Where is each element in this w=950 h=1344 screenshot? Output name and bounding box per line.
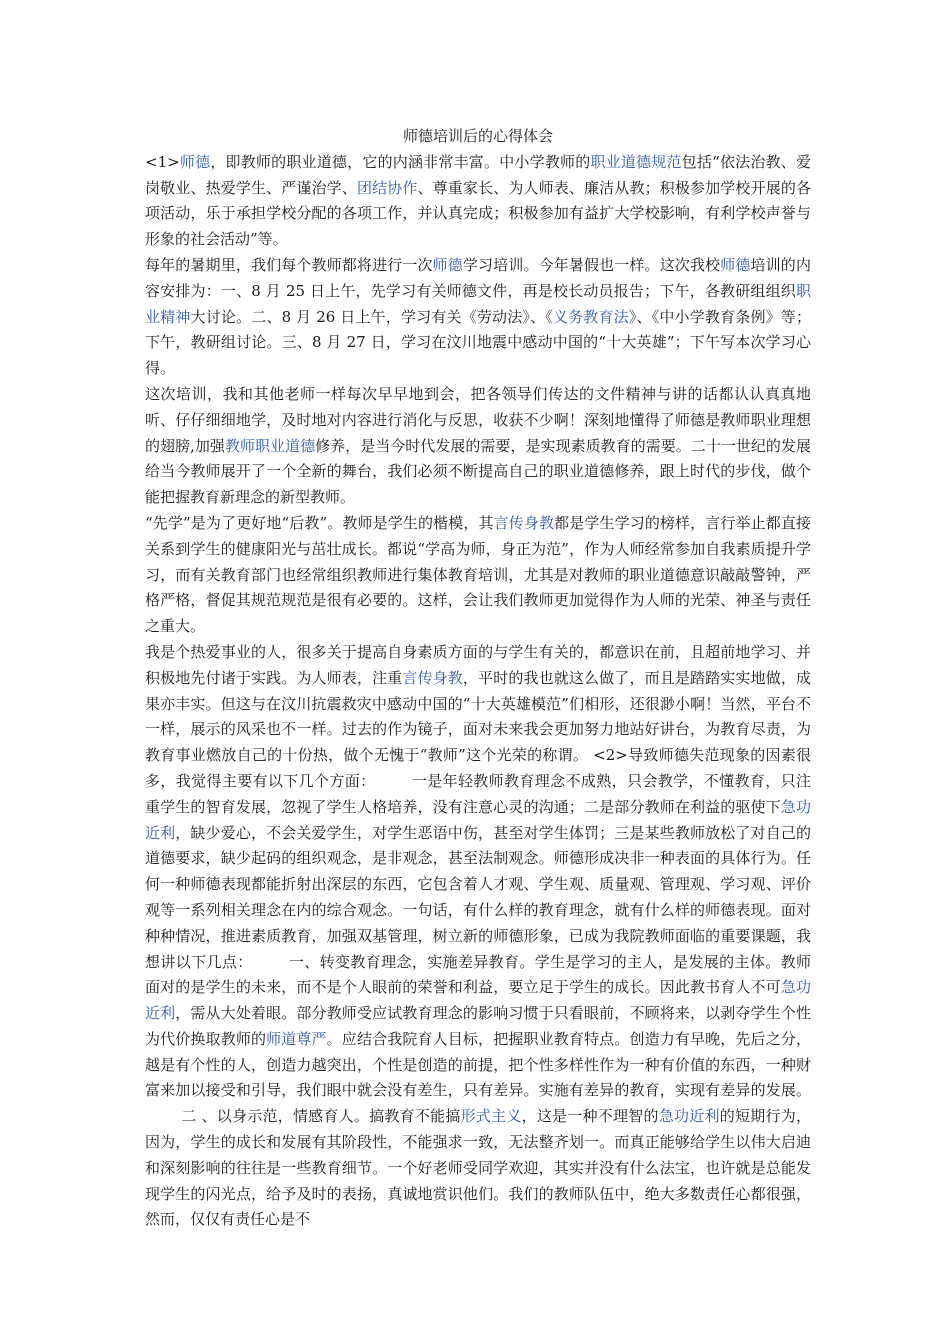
text-run: ，需从大处着眼。部分教师受应试教育理念的影响习惯于只看眼前，不顾将来，以剥夺学生个性为代价换取教师的 xyxy=(145,1004,811,1048)
keyword-link[interactable]: 言传身教 xyxy=(402,668,463,687)
keyword-link[interactable]: 师道尊严 xyxy=(266,1029,327,1048)
text-run: ，即教师的职业道德，它的内涵非常丰富。中小学教师的 xyxy=(210,152,591,171)
text-run: “先学”是为了更好地“后教”。教师是学生的楷模，其 xyxy=(145,513,494,532)
keyword-link[interactable]: 急功近利 xyxy=(145,978,811,1023)
text-run: 包括“依法治教、爱岗敬业、热爱学生、严谨治学、 xyxy=(145,152,811,197)
text-run: 的短期行为，因为，学生的成长和发展有其阶段性，不能强求一致，无法整齐划一。而真正能够给学生以伟大启迪和深刻影响的往往是一些教育细节。一个好老师受同学欢迎，其实并没有什么法宝，也许就是总能发现学生的闪光点，给予及时的表扬，真诚地赏识他们。我们的教师队伍中，绝大多数责任心都很强，然而，仅仅有责任心是不 xyxy=(145,1107,811,1229)
keyword-link[interactable]: 团结协作 xyxy=(356,178,418,197)
text-run: ，这是一种不理智的 xyxy=(521,1107,659,1126)
text-run: 一是年轻教师教育理念不成熟，只会教学，不懂教育，只注重学生的智育发展，忽视了学生人格培养，没有注意心灵的沟通；二是部分教师在利益的驱使下 xyxy=(145,771,811,816)
keyword-link[interactable]: 义务教育法 xyxy=(552,307,629,326)
keyword-link[interactable]: 言传身教 xyxy=(493,513,555,532)
text-run: 。应结合我院育人目标，把握职业教育特点。创造力有早晚，先后之分，越是有个性的人，创造力越突出，个性是创造的前提，把个性多样性作为一种有价值的东西，一种财富来加以接受和引导，我们眼中就会没有差生，只有差异。实施有差异的教育，实现有差异的发展。 xyxy=(145,1029,811,1100)
keyword-link[interactable]: 职业道德规范 xyxy=(590,152,682,171)
paragraph xyxy=(145,382,811,511)
keyword-link[interactable]: 急功近利 xyxy=(145,797,811,842)
text-run: 我是个热爱事业的人，很多关于提高自身素质方面的与学生有关的，都意识在前，且超前地学习、并积极地先付诸于实践。为人师表，注重 xyxy=(145,642,811,687)
text-run: <1> xyxy=(145,152,180,171)
keyword-link[interactable]: 教师职业道德 xyxy=(224,436,316,455)
keyword-link[interactable]: 师德 xyxy=(432,255,463,274)
text-run: 培训的内容安排为：一、8 月 25 日上午，先学习有关师德文件，再是校长动员报告；下午，各教研组组织 xyxy=(145,255,811,300)
text-run: 》、《中小学教育条例》等；下午，教研组讨论。三、8 月 27 日，学习在汶川地震中感动中国的“十大英雄”；下午写本次学习心得。 xyxy=(145,307,811,378)
keyword-link[interactable]: 形式主义 xyxy=(460,1107,522,1126)
text-run: 这次培训，我和其他老师一样每次早早地到会，把各领导们传达的文件精神与讲的话都认认真真地听、仔仔细细地学，及时地对内容进行消化与反思，收获不少啊！深刻地懂得了师德是教师职业理想的翅膀,加强 xyxy=(145,384,811,455)
paragraph xyxy=(145,253,811,382)
document-body xyxy=(145,150,811,1233)
text-run: 二 、以身示范，情感育人。搞教育不能搞 xyxy=(181,1107,461,1126)
paragraph xyxy=(145,640,811,1233)
text-run: 一、转变教育理念，实施差异教育。学生是学习的主人，是发展的主体。教师面对的是学生的未来，而不是个人眼前的荣誉和利益，要立足于学生的成长。因此教书育人不可 xyxy=(145,952,811,997)
keyword-link[interactable]: 师德 xyxy=(720,255,751,274)
keyword-link[interactable]: 急功近利 xyxy=(658,1107,720,1126)
paragraph xyxy=(145,150,811,253)
text-run: 大讨论。二、8 月 26 日上午，学习有关《劳动法》、《 xyxy=(190,307,553,326)
paragraph xyxy=(145,511,811,640)
text-run: ，平时的我也就这么做了，而且是踏踏实实地做，成果亦丰实。但这与在汶川抗震救灾中感动中国的“十大英雄模范”们相形，还很渺小啊！当然，平台不一样，展示的风采也不一样。过去的作为镜子，面对未来我会更加努力地站好讲台，为教育尽责，为教育事业燃放自己的十份热，做个无愧于“教师”这个光荣的称谓。 <2>导致师德失范现象的因素很多，我觉得主要有以下几个方面： xyxy=(145,668,811,790)
text-run: 每年的暑期里，我们每个教师都将进行一次 xyxy=(145,255,433,274)
text-run: 学习培训。今年暑假也一样。这次我校 xyxy=(462,255,721,274)
document-page xyxy=(145,124,811,1233)
text-run: ，缺少爱心，不会关爱学生，对学生恶语中伤，甚至对学生体罚；三是某些教师放松了对自己的道德要求，缺少起码的组织观念，是非观念，甚至法制观念。师德形成决非一种表面的具体行为。任何一种师德表现都能折射出深层的东西，它包含着人才观、学生观、质量观、管理观、学习观、评价观等一系列相关理念在内的综合观念。一句话，有什么样的教育理念，就有什么样的师德表现。面对种种情况，推进素质教育，加强双基管理，树立新的师德形象，已成为我院教师面临的重要课题，我想讲以下几点： xyxy=(145,823,811,971)
text-run: 都是学生学习的榜样，言行举止都直接关系到学生的健康阳光与茁壮成长。都说“学高为师，身正为范”，作为人师经常参加自我素质提升学习，而有关教育部门也经常组织教师进行集体教育培训，尤其是对教师的职业道德意识敲敲警钟，严格严格，督促其规范规范是很有必要的。这样，会让我们教师更加觉得作为人师的光荣、神圣与责任之重大。 xyxy=(145,513,811,636)
document-title: 师德培训后的心得体会 xyxy=(402,127,553,145)
text-run: 修养，是当今时代发展的需要，是实现素质教育的需要。二十一世纪的发展给当今教师展开了一个全新的舞台，我们必须不断提高自己的职业道德修养，跟上时代的步伐，做个能把握教育新理念的新型教师。 xyxy=(145,436,811,507)
text-run: 、尊重家长、为人师表、廉洁从教；积极参加学校开展的各项活动，乐于承担学校分配的各项工作，并认真完成；积极参加有益扩大学校影响，有利学校声誉与形象的社会活动”等。 xyxy=(145,178,811,249)
keyword-link[interactable]: 师德 xyxy=(179,152,211,171)
keyword-link[interactable]: 职业精神 xyxy=(145,281,811,326)
